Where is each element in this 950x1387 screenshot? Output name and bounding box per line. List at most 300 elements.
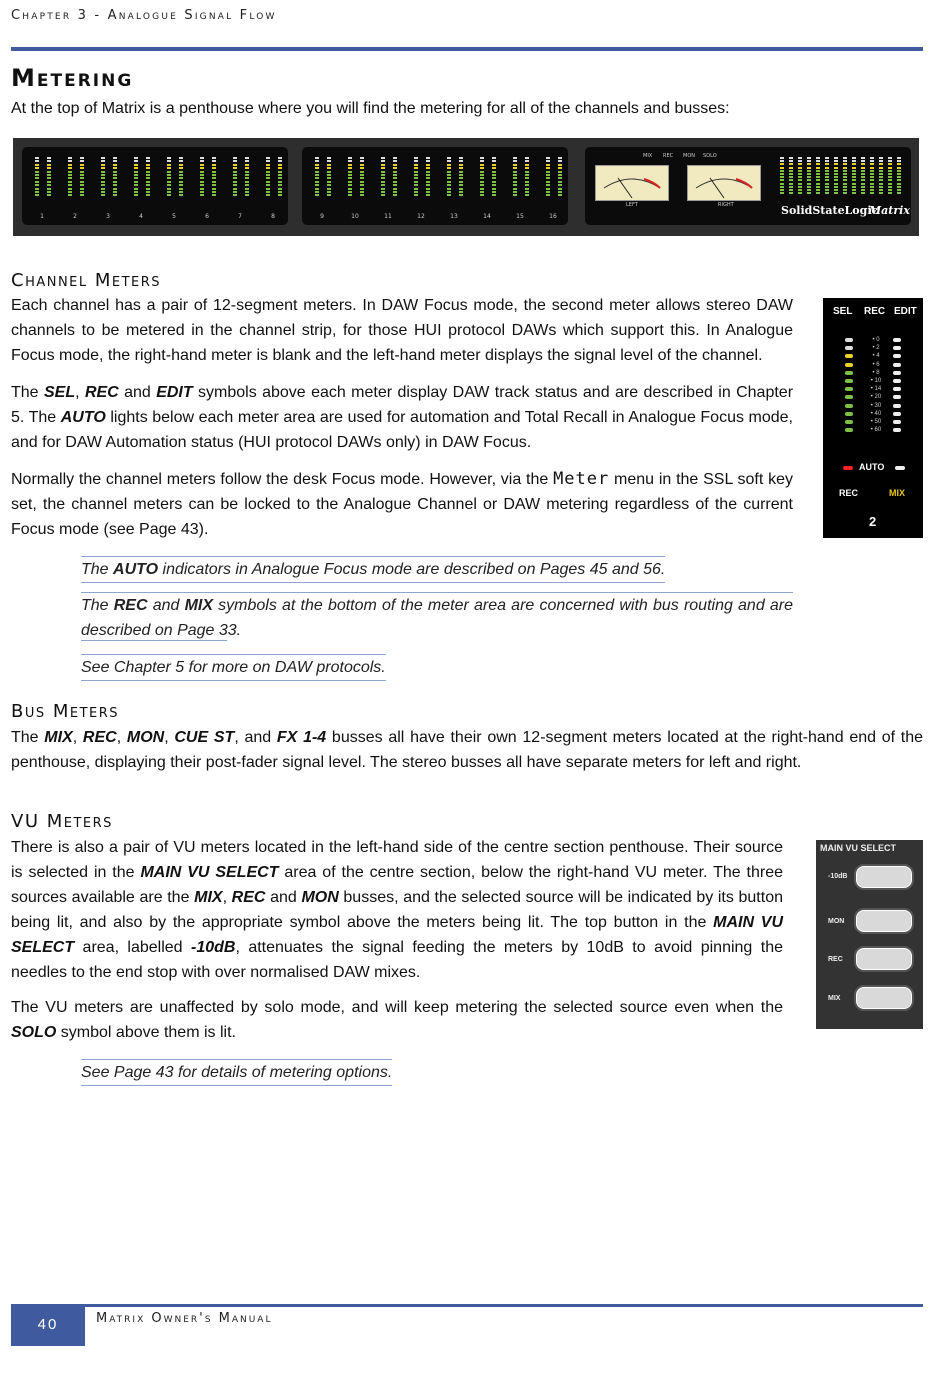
meter-segment: [167, 160, 171, 162]
meter-segment: [381, 160, 385, 162]
mon-button: [854, 908, 914, 934]
channel-meter-strip: [225, 151, 255, 221]
meter-segment: [327, 174, 331, 176]
meter-segment: [525, 184, 529, 186]
meter-segment: [315, 157, 319, 159]
vu-right-label: RIGHT: [718, 202, 734, 208]
meter-segment: [47, 157, 51, 159]
meter-segment: [278, 164, 282, 166]
meter-segment: [426, 177, 430, 179]
meter-segment: [360, 174, 364, 176]
meter-segment: [513, 184, 517, 186]
meter-segment: [558, 191, 562, 193]
meter-segment: [167, 188, 171, 190]
meter-segment: [167, 174, 171, 176]
meter-segment: [513, 194, 517, 196]
meter-segment: [47, 188, 51, 190]
meter-segment: [546, 181, 550, 183]
meter-segment: [200, 191, 204, 193]
channel-led-tick-label: • 2: [872, 345, 880, 352]
bus-meter-segment: [870, 176, 874, 178]
meter-segment: [348, 157, 352, 159]
meter-segment: [558, 171, 562, 173]
bus-meter-segment: [816, 163, 820, 165]
meter-segment: [513, 188, 517, 190]
meter-segment: [101, 167, 105, 169]
bus-meter-segment: [789, 176, 793, 178]
meter-segment: [68, 177, 72, 179]
meter-segment: [480, 191, 484, 193]
bus-meter-segment: [852, 183, 856, 185]
channel-led-left: [845, 412, 853, 416]
meter-segment: [492, 191, 496, 193]
meter-segment: [167, 184, 171, 186]
channel-meter-group-1: [22, 147, 288, 225]
meter-segment: [393, 167, 397, 169]
channel-meters-p3: Normally the channel meters follow the desk Focus mode. However, via the Meter menu in the SSL soft key set, the channel meters can be locked to the Analogue Channel or DAW metering regardless of the current Focus mode (see Page 43).: [11, 469, 793, 538]
meter-segment: [315, 171, 319, 173]
vu-label-solo: SOLO: [703, 153, 717, 159]
bus-meter-segment: [807, 183, 811, 185]
main-vu-select-image: [816, 840, 923, 1029]
channel-led-left: [845, 387, 853, 391]
meter-segment: [315, 194, 319, 196]
meter-segment: [492, 188, 496, 190]
bus-meter-segment: [861, 163, 865, 165]
meter-segment: [134, 191, 138, 193]
meter-segment: [414, 157, 418, 159]
bus-meter-segment: [834, 170, 838, 172]
channel-meter-strip: [93, 151, 123, 221]
meter-segment: [393, 188, 397, 190]
footer-divider: [11, 1304, 923, 1307]
channel-led-tick-label: • 10: [870, 378, 882, 384]
meter-segment: [327, 157, 331, 159]
meter-segment: [426, 194, 430, 196]
meter-segment: [426, 167, 430, 169]
bus-meter-segment: [816, 183, 820, 185]
vu-label-rec: REC: [663, 153, 674, 159]
meter-segment: [179, 194, 183, 196]
channel-led-tick-label: • 40: [870, 410, 882, 417]
meter-segment: [146, 160, 150, 162]
bus-meter-segment: [816, 157, 820, 159]
channel-meter-strip: [27, 151, 57, 221]
meter-segment: [459, 191, 463, 193]
channel-led-right: [893, 354, 901, 358]
bus-meter-segment: [798, 176, 802, 178]
meter-segment: [47, 191, 51, 193]
meter-segment: [200, 167, 204, 169]
meter-segment: [212, 191, 216, 193]
meter-segment: [113, 157, 117, 159]
meter-segment: [179, 157, 183, 159]
meter-segment: [480, 160, 484, 162]
bus-meter-segment: [789, 192, 793, 194]
bus-meter-segment: [861, 176, 865, 178]
meter-segment: [146, 167, 150, 169]
meter-segment: [348, 184, 352, 186]
meter-segment: [35, 181, 39, 183]
channel-number-label: 6: [205, 213, 209, 220]
meter-segment: [233, 171, 237, 173]
meter-segment: [212, 167, 216, 169]
meter-segment: [360, 181, 364, 183]
meter-segment: [360, 184, 364, 186]
channel-led-right: [893, 346, 901, 350]
bus-meter-segment: [807, 176, 811, 178]
bus-meter-segment: [888, 192, 892, 194]
meter-segment: [525, 177, 529, 179]
channel-number-label: 14: [483, 213, 491, 220]
meter-segment: [233, 177, 237, 179]
bus-meter-segment: [852, 167, 856, 169]
meter-segment: [68, 184, 72, 186]
meter-segment: [426, 160, 430, 162]
bus-meter-segment: [897, 163, 901, 165]
penthouse-image: [13, 138, 919, 236]
meter-segment: [459, 181, 463, 183]
meter-segment: [200, 164, 204, 166]
meter-segment: [348, 174, 352, 176]
meter-segment: [558, 160, 562, 162]
meter-segment: [414, 164, 418, 166]
meter-segment: [447, 181, 451, 183]
bus-meter-segment: [897, 173, 901, 175]
channel-number-label: 7: [238, 213, 242, 220]
bus-meter-segment: [780, 163, 784, 165]
bus-meter-segment: [888, 170, 892, 172]
meter-segment: [47, 171, 51, 173]
bus-meter-segment: [807, 186, 811, 188]
meter-segment: [200, 181, 204, 183]
bus-meter-segment: [789, 173, 793, 175]
channel-led-tick-label: • 8: [872, 369, 880, 376]
bus-meter-segment: [897, 186, 901, 188]
section-title-metering: Metering: [11, 64, 134, 92]
meter-segment: [426, 174, 430, 176]
meter-segment: [179, 188, 183, 190]
bus-meter-segment: [843, 157, 847, 159]
channel-led-tick-label: • 60: [870, 427, 882, 434]
channel-led-left: [845, 371, 853, 375]
edit-label: EDIT: [894, 306, 917, 317]
meter-segment: [167, 167, 171, 169]
channel-number-label: 16: [549, 213, 557, 220]
bus-meter-segment: [807, 192, 811, 194]
meter-segment: [393, 160, 397, 162]
meter-segment: [513, 171, 517, 173]
meter-segment: [414, 160, 418, 162]
meter-segment: [113, 181, 117, 183]
meter-segment: [414, 171, 418, 173]
meter-segment: [47, 177, 51, 179]
vu-meter-left: [595, 165, 669, 201]
meter-segment: [47, 194, 51, 196]
meter-segment: [113, 174, 117, 176]
bus-meter-segment: [789, 163, 793, 165]
meter-segment: [68, 171, 72, 173]
bus-meter-segment: [861, 157, 865, 159]
channel-led-left: [845, 404, 853, 408]
bus-meter-segment: [852, 186, 856, 188]
meter-segment: [393, 194, 397, 196]
bus-meter-segment: [825, 189, 829, 191]
meter-segment: [101, 164, 105, 166]
meter-segment: [459, 157, 463, 159]
meter-segment: [315, 181, 319, 183]
meter-segment: [80, 174, 84, 176]
bus-meter-segment: [816, 173, 820, 175]
meter-segment: [426, 181, 430, 183]
bus-meter-segment: [807, 157, 811, 159]
channel-meter-group-2: [302, 147, 568, 225]
meter-segment: [233, 160, 237, 162]
meter-segment: [414, 177, 418, 179]
meter-segment: [266, 177, 270, 179]
meter-segment: [525, 160, 529, 162]
meter-segment: [315, 177, 319, 179]
meter-segment: [459, 164, 463, 166]
meter-segment: [233, 157, 237, 159]
meter-segment: [134, 167, 138, 169]
channel-led-left: [845, 395, 853, 399]
bus-meter-segment: [852, 170, 856, 172]
meter-segment: [134, 177, 138, 179]
meter-segment: [68, 194, 72, 196]
meter-segment: [546, 167, 550, 169]
meter-segment: [348, 171, 352, 173]
bus-meter-segment: [798, 167, 802, 169]
channel-led-right: [893, 379, 901, 383]
meter-segment: [546, 160, 550, 162]
meter-segment: [327, 177, 331, 179]
meter-segment: [68, 157, 72, 159]
bus-meter-segment: [870, 170, 874, 172]
meter-segment: [134, 174, 138, 176]
bus-meter-segment: [852, 179, 856, 181]
bus-meter-segment: [870, 189, 874, 191]
bus-meter-segment: [798, 157, 802, 159]
bus-meter-segment: [879, 183, 883, 185]
meter-segment: [35, 157, 39, 159]
meter-segment: [266, 194, 270, 196]
channel-meters-p2: The SEL, REC and EDIT symbols above each meter display DAW track status and are described in Chapter 5. The AUTO lights below each meter area are used for automation and Total Recall in Analogue Focus mode, and for DAW Automation status (HUI protocol DAWs only) in DAW Focus.: [11, 384, 794, 451]
meter-segment: [80, 167, 84, 169]
bus-meter-segment: [789, 189, 793, 191]
meter-segment: [179, 164, 183, 166]
channel-led-right: [893, 420, 901, 424]
meter-segment: [179, 184, 183, 186]
bus-meter-segment: [816, 167, 820, 169]
meter-segment: [327, 171, 331, 173]
chapter-header: Chapter 3 - Analogue Signal Flow: [11, 8, 277, 23]
meter-segment: [101, 174, 105, 176]
meter-segment: [278, 157, 282, 159]
bus-meter-segment: [825, 186, 829, 188]
meter-segment: [245, 181, 249, 183]
meter-segment: [447, 157, 451, 159]
meter-segment: [80, 184, 84, 186]
meter-segment: [146, 174, 150, 176]
meter-segment: [426, 188, 430, 190]
channel-led-left: [845, 346, 853, 350]
bus-meter-segment: [861, 170, 865, 172]
meter-segment: [80, 181, 84, 183]
channel-meter-strip: [472, 151, 502, 221]
meter-segment: [414, 167, 418, 169]
bus-meter-segment: [834, 179, 838, 181]
mix-button: [854, 985, 914, 1011]
channel-led-column: [823, 336, 923, 446]
meter-segment: [113, 171, 117, 173]
meter-segment: [47, 167, 51, 169]
meter-segment: [47, 184, 51, 186]
bus-meter-segment: [879, 167, 883, 169]
meter-segment: [513, 191, 517, 193]
bus-meter-segment: [834, 160, 838, 162]
meter-segment: [278, 171, 282, 173]
meter-segment: [381, 194, 385, 196]
bus-meter-segment: [825, 157, 829, 159]
meter-segment: [179, 191, 183, 193]
meter-segment: [266, 164, 270, 166]
channel-meter-strip: [439, 151, 469, 221]
channel-meters-p1: Each channel has a pair of 12-segment meters. In DAW Focus mode, the second meter allows stereo DAW channels to be metered in the channel strip, for those HUI protocol DAWs which support this. In Analogue Focus mode, the right-hand meter is blank and the left-hand meter displays the signal level of the channel.: [11, 297, 793, 364]
rec-button: [854, 946, 914, 972]
section-title-vu-meters: VU Meters: [11, 811, 113, 832]
meter-segment: [35, 188, 39, 190]
channel-led-right: [893, 412, 901, 416]
meter-segment: [134, 194, 138, 196]
btn-label-mix: MIX: [828, 995, 841, 1002]
meter-segment: [35, 194, 39, 196]
meter-segment: [492, 157, 496, 159]
bus-meter-segment: [897, 170, 901, 172]
bus-meter-segment: [861, 183, 865, 185]
channel-number-label: 5: [172, 213, 176, 220]
meter-segment: [179, 171, 183, 173]
meter-segment: [327, 184, 331, 186]
meter-segment: [348, 164, 352, 166]
meter-segment: [212, 188, 216, 190]
meter-segment: [200, 160, 204, 162]
meter-segment: [113, 188, 117, 190]
bus-meter-segment: [780, 192, 784, 194]
bus-meter-segment: [789, 186, 793, 188]
channel-number-label: 3: [106, 213, 110, 220]
meter-segment: [101, 171, 105, 173]
bus-meter-segment: [825, 163, 829, 165]
meter-segment: [447, 188, 451, 190]
bus-meter-segment: [825, 160, 829, 162]
bus-meter-segment: [870, 186, 874, 188]
bus-meter-segment: [879, 176, 883, 178]
page-number: 40: [11, 1307, 85, 1346]
channel-number-label: 13: [450, 213, 458, 220]
meter-segment: [146, 194, 150, 196]
meter-segment: [278, 167, 282, 169]
meter-segment: [245, 174, 249, 176]
meter-segment: [101, 191, 105, 193]
bus-meter-segment: [816, 170, 820, 172]
channel-number-label: 9: [320, 213, 324, 220]
meter-segment: [245, 164, 249, 166]
meter-segment: [167, 194, 171, 196]
bus-meter-segment: [807, 167, 811, 169]
section-title-channel-meters: Channel Meters: [11, 270, 162, 291]
meter-segment: [459, 160, 463, 162]
bus-meter-segment: [888, 157, 892, 159]
meter-segment: [68, 160, 72, 162]
meter-segment: [200, 157, 204, 159]
bus-meter-segment: [861, 179, 865, 181]
bus-meter-segment: [843, 189, 847, 191]
meter-segment: [447, 174, 451, 176]
meter-segment: [447, 171, 451, 173]
meter-segment: [480, 188, 484, 190]
meter-segment: [360, 191, 364, 193]
meter-segment: [113, 160, 117, 162]
meter-segment: [167, 181, 171, 183]
bus-meter-segment: [843, 192, 847, 194]
bus-meter-segment: [897, 176, 901, 178]
meter-segment: [348, 194, 352, 196]
meter-segment: [47, 174, 51, 176]
note-auto: The AUTO indicators in Analogue Focus mode are described on Pages 45 and 56.: [81, 556, 665, 583]
bus-meter-segment: [870, 160, 874, 162]
meter-segment: [146, 171, 150, 173]
meter-segment: [278, 184, 282, 186]
note-underline: [81, 640, 227, 641]
meter-segment: [381, 181, 385, 183]
channel-meter-strip: [538, 151, 568, 221]
meter-segment: [35, 177, 39, 179]
meter-segment: [212, 194, 216, 196]
meter-segment: [212, 160, 216, 162]
meter-segment: [278, 194, 282, 196]
bus-meter-segment: [843, 173, 847, 175]
bus-meter-segment: [843, 167, 847, 169]
meter-segment: [80, 157, 84, 159]
vu-meters-p1: There is also a pair of VU meters located in the left-hand side of the centre section penthouse. Their source is selected in the MAIN VU SELECT area of the centre section, below the right-hand VU meter. The three sources available are the MIX, REC and MON busses, and the selected source will be indicated by its button being lit, and also by the appropriate symbol above the meters being lit. The top button in the MAIN VU SELECT area, labelled -10dB, attenuates the signal feeding the meters by 10dB to avoid pinning the needles to the end stop with over normalised DAW mixes.: [11, 839, 784, 981]
meter-segment: [492, 184, 496, 186]
meter-segment: [459, 167, 463, 169]
meter-segment: [167, 177, 171, 179]
channel-number-label: 4: [139, 213, 143, 220]
bus-meter-segment: [807, 173, 811, 175]
meter-segment: [233, 174, 237, 176]
meter-segment: [381, 171, 385, 173]
meter-segment: [212, 174, 216, 176]
meter-segment: [492, 171, 496, 173]
bus-meter-segment: [834, 173, 838, 175]
channel-led-right: [893, 338, 901, 342]
metering-intro: At the top of Matrix is a penthouse where you will find the metering for all of the channels and busses:: [11, 100, 730, 117]
bus-meter-segment: [834, 157, 838, 159]
bus-meter-segment: [825, 183, 829, 185]
meter-segment: [558, 177, 562, 179]
channel-led-left: [845, 428, 853, 432]
meter-segment: [315, 164, 319, 166]
bus-meter-segment: [834, 186, 838, 188]
bus-meter-segment: [897, 183, 901, 185]
meter-segment: [447, 184, 451, 186]
meter-segment: [179, 177, 183, 179]
meter-segment: [200, 188, 204, 190]
meter-segment: [68, 164, 72, 166]
bus-meter-segment: [816, 160, 820, 162]
